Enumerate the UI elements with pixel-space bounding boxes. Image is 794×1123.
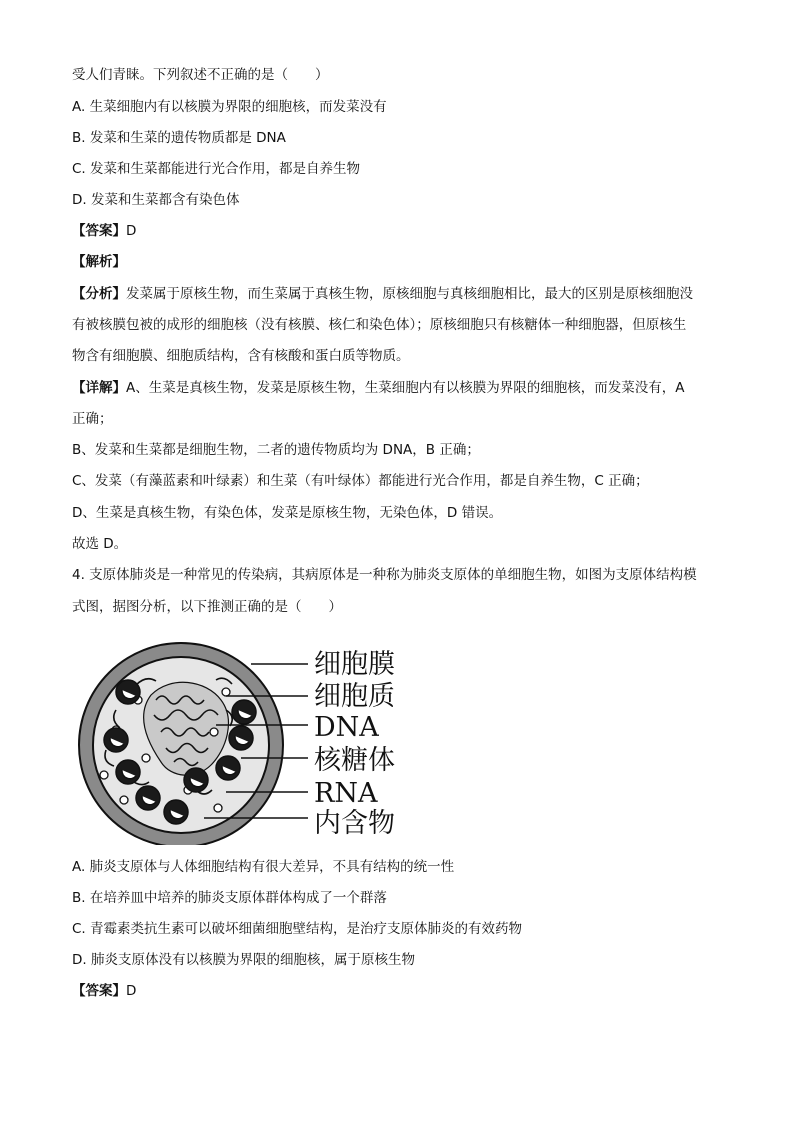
q4-stem-line-1: 4. 支原体肺炎是一种常见的传染病，其病原体是一种称为肺炎支原体的单细胞生物，如图为支原体结构模 (72, 567, 697, 583)
q3-xiangjie-line-5: D、生菜是真核生物，有染色体，发菜是原核生物，无染色体，D 错误。 (72, 505, 503, 521)
answer-value: D (126, 223, 137, 239)
label-inclusion: 内含物 (314, 808, 395, 839)
q3-xiangjie-line-3: B、发菜和生菜都是细胞生物，二者的遗传物质均为 DNA，B 正确； (72, 442, 480, 458)
fenxi-tag: 【分析】 (72, 286, 126, 302)
label-rna: RNA (314, 778, 378, 809)
q3-xiangjie-line-4: C、发菜（有藻蓝素和叶绿素）和生菜（有叶绿体）都能进行光合作用，都是自养生物，C 正确； (72, 473, 649, 489)
q3-xiangjie-line-1 (72, 378, 684, 398)
label-dna: DNA (314, 712, 379, 743)
q4-answer (72, 981, 136, 1001)
q4-option-d: D. 肺炎支原体没有以核膜为界限的细胞核，属于原核生物 (72, 952, 415, 968)
q3-option-c: C. 发菜和生菜都能进行光合作用，都是自养生物 (72, 161, 361, 177)
q4-option-b: B. 在培养皿中培养的肺炎支原体群体构成了一个群落 (72, 890, 387, 906)
q3-stem-tail: 受人们青睐。下列叙述不正确的是（ ） (72, 67, 329, 83)
q3-option-b: B. 发菜和生菜的遗传物质都是 DNA (72, 130, 286, 146)
q3-fenxi-line-2: 有被核膜包被的成形的细胞核（没有核膜、核仁和染色体）；原核细胞只有核糖体一种细胞器，但原核生 (72, 317, 687, 333)
answer-value: D (126, 983, 137, 999)
q4-option-a: A. 肺炎支原体与人体细胞结构有很大差异，不具有结构的统一性 (72, 859, 455, 875)
label-cytoplasm: 细胞质 (314, 681, 395, 712)
xiangjie-text: A、生菜是真核生物，发菜是原核生物，生菜细胞内有以核膜为界限的细胞核，而发菜没有，A (126, 380, 685, 396)
q3-answer (72, 221, 136, 241)
q3-fenxi-line-3: 物含有细胞膜、细胞质结构，含有核酸和蛋白质等物质。 (72, 348, 410, 364)
q3-xiangjie-line-2: 正确； (72, 411, 113, 427)
mycoplasma-diagram (76, 640, 416, 845)
q3-conclusion: 故选 D。 (72, 536, 128, 552)
q4-option-c: C. 青霉素类抗生素可以破坏细菌细胞壁结构，是治疗支原体肺炎的有效药物 (72, 921, 523, 937)
q3-analysis-tag: 【解析】 (72, 254, 126, 270)
q3-option-d: D. 发菜和生菜都含有染色体 (72, 192, 240, 208)
mycoplasma-structure-figure (76, 640, 416, 845)
q4-stem-line-2: 式图，据图分析，以下推测正确的是（ ） (72, 599, 342, 615)
q3-option-a: A. 生菜细胞内有以核膜为界限的细胞核，而发菜没有 (72, 99, 387, 115)
answer-tag: 【答案】 (72, 223, 126, 239)
q3-fenxi-line-1 (72, 284, 693, 304)
fenxi-text: 发菜属于原核生物，而生菜属于真核生物，原核细胞与真核细胞相比，最大的区别是原核细胞没 (126, 286, 693, 302)
answer-tag: 【答案】 (72, 983, 126, 999)
label-ribosome: 核糖体 (314, 745, 395, 776)
xiangjie-tag: 【详解】 (72, 380, 126, 396)
label-cell-membrane: 细胞膜 (314, 649, 395, 680)
